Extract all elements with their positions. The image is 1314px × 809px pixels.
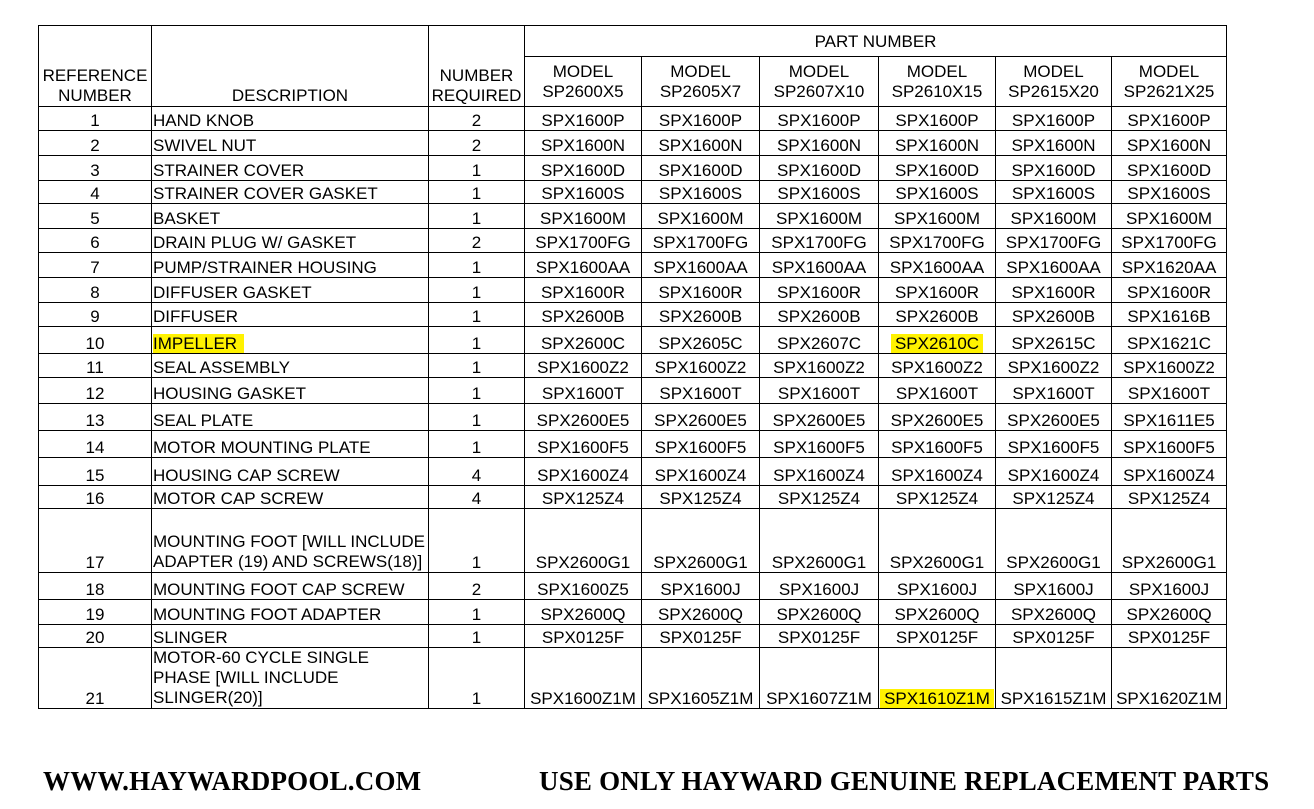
part-number-cell: SPX1600Z4 — [879, 458, 996, 486]
reference-number-cell: 6 — [39, 229, 152, 253]
part-number-cell: SPX2600G1 — [879, 509, 996, 573]
part-number-cell: SPX125Z4 — [525, 486, 642, 509]
part-number-cell: SPX1600M — [1112, 204, 1227, 229]
table-row — [39, 131, 1227, 156]
part-number-cell: SPX1600F5 — [1112, 431, 1227, 458]
part-number-cell: SPX1700FG — [760, 229, 879, 253]
part-number-cell: SPX2600B — [996, 303, 1112, 327]
description-cell: PUMP/STRAINER HOUSING — [152, 253, 429, 278]
part-number-cell: SPX1600M — [760, 204, 879, 229]
model-number: SP2605X7 — [659, 81, 742, 101]
reference-number-cell: 20 — [39, 625, 152, 648]
reference-number-cell: 9 — [39, 303, 152, 327]
part-number-cell: SPX1600Z4 — [760, 458, 879, 486]
number-required-cell: 4 — [429, 458, 525, 486]
number-required-cell: 1 — [429, 648, 525, 709]
table-row — [39, 648, 1227, 709]
table-row — [39, 625, 1227, 648]
part-number-cell: SPX125Z4 — [760, 486, 879, 509]
number-required-cell: 1 — [429, 327, 525, 354]
description-cell: SLINGER — [152, 625, 429, 648]
model-label: MODEL — [906, 61, 968, 81]
part-number-cell: SPX1600Z4 — [525, 458, 642, 486]
description-cell: SEAL PLATE — [152, 404, 429, 431]
table-row — [39, 404, 1227, 431]
part-number-cell: SPX1600N — [879, 131, 996, 156]
description-cell: HAND KNOB — [152, 107, 429, 131]
reference-number-cell: 2 — [39, 131, 152, 156]
part-number-cell: SPX1600S — [525, 181, 642, 204]
part-number-cell: SPX2600G1 — [760, 509, 879, 573]
reference-number-cell: 17 — [39, 509, 152, 573]
parts-table-body — [39, 26, 1227, 709]
reference-number-cell: 5 — [39, 204, 152, 229]
number-required-cell: 1 — [429, 404, 525, 431]
part-number-cell: SPX1600N — [1112, 131, 1227, 156]
table-row — [39, 600, 1227, 625]
part-number-cell: SPX1600T — [642, 378, 760, 404]
part-number-cell: SPX2600E5 — [760, 404, 879, 431]
part-number-cell: SPX2600Q — [760, 600, 879, 625]
reference-number-cell: 21 — [39, 648, 152, 709]
part-number-cell: SPX0125F — [525, 625, 642, 648]
model-number: SP2607X10 — [773, 81, 865, 101]
part-number-cell: SPX1600D — [642, 156, 760, 181]
part-number-cell: SPX1600P — [760, 107, 879, 131]
part-number-cell: SPX1600P — [642, 107, 760, 131]
table-row — [39, 181, 1227, 204]
part-number-cell: SPX1600Z2 — [760, 354, 879, 378]
part-number-cell: SPX1600T — [996, 378, 1112, 404]
part-number-cell: SPX1600R — [1112, 278, 1227, 303]
part-number-cell: SPX2600C — [525, 327, 642, 354]
number-required-cell: 4 — [429, 486, 525, 509]
part-number-cell: SPX1615Z1M — [996, 648, 1112, 709]
part-number-cell: SPX2600G1 — [525, 509, 642, 573]
part-number-cell: SPX1621C — [1112, 327, 1227, 354]
model-number: SP2615X20 — [1008, 81, 1099, 101]
reference-number-cell: 4 — [39, 181, 152, 204]
description-cell: MOUNTING FOOT [WILL INCLUDE ADAPTER (19) AND SCREWS(18)] — [152, 509, 429, 573]
part-number-cell: SPX1600D — [525, 156, 642, 181]
reference-number-cell: 13 — [39, 404, 152, 431]
part-number-cell: SPX125Z4 — [1112, 486, 1227, 509]
part-number-cell: SPX1600Z4 — [642, 458, 760, 486]
description-cell: STRAINER COVER GASKET — [152, 181, 429, 204]
part-number-cell: SPX2600G1 — [1112, 509, 1227, 573]
part-number-cell: SPX2600Q — [525, 600, 642, 625]
part-number-cell: SPX1600J — [760, 573, 879, 600]
number-required-cell: 1 — [429, 600, 525, 625]
part-number-cell: SPX1620AA — [1112, 253, 1227, 278]
part-number-cell: SPX1607Z1M — [760, 648, 879, 709]
table-row — [39, 431, 1227, 458]
part-number-cell: SPX1600F5 — [642, 431, 760, 458]
part-number-cell: SPX1600R — [760, 278, 879, 303]
number-required-cell: 1 — [429, 253, 525, 278]
part-number-cell: SPX1700FG — [525, 229, 642, 253]
part-number-cell: SPX1600D — [760, 156, 879, 181]
number-required-cell: 1 — [429, 156, 525, 181]
reference-number-cell: 10 — [39, 327, 152, 354]
part-number-cell: SPX1600R — [642, 278, 760, 303]
description-header — [152, 26, 429, 107]
description-cell: DRAIN PLUG W/ GASKET — [152, 229, 429, 253]
part-number-cell: SPX1600N — [642, 131, 760, 156]
number-required-cell: 1 — [429, 278, 525, 303]
part-number-cell: SPX1620Z1M — [1112, 648, 1227, 709]
reference-number-cell: 1 — [39, 107, 152, 131]
highlighted-part-number: SPX1610Z1M — [880, 689, 994, 708]
model-header-2 — [642, 57, 760, 107]
part-number-cell: SPX1600D — [1112, 156, 1227, 181]
part-number-cell: SPX1600M — [525, 204, 642, 229]
model-number: SP2600X5 — [542, 81, 624, 101]
part-number-cell: SPX2600E5 — [996, 404, 1112, 431]
part-number-cell: SPX2615C — [996, 327, 1112, 354]
part-number-cell: SPX1600AA — [879, 253, 996, 278]
part-number-cell: SPX1600F5 — [996, 431, 1112, 458]
description-cell: BASKET — [152, 204, 429, 229]
part-number-cell: SPX1605Z1M — [642, 648, 760, 709]
part-number-cell: SPX1600N — [760, 131, 879, 156]
part-number-cell: SPX1600P — [525, 107, 642, 131]
parts-list-table — [38, 25, 1227, 709]
number-required-cell: 2 — [429, 229, 525, 253]
part-number-cell: SPX1600J — [879, 573, 996, 600]
model-label: MODEL — [788, 61, 850, 81]
part-number-cell: SPX2600E5 — [879, 404, 996, 431]
part-number-cell: SPX1600T — [525, 378, 642, 404]
reference-number-cell: 18 — [39, 573, 152, 600]
description-cell: MOTOR CAP SCREW — [152, 486, 429, 509]
reference-number-cell: 8 — [39, 278, 152, 303]
table-row — [39, 486, 1227, 509]
part-number-cell: SPX1600Z2 — [525, 354, 642, 378]
table-row — [39, 573, 1227, 600]
part-number-cell: SPX1600Z4 — [996, 458, 1112, 486]
description-cell: MOTOR-60 CYCLE SINGLE PHASE [WILL INCLUDE SLINGER(20)] — [152, 648, 429, 709]
part-number-cell — [879, 648, 996, 709]
model-header-6 — [1112, 57, 1227, 107]
part-number-cell: SPX1700FG — [642, 229, 760, 253]
part-number-cell: SPX1600R — [996, 278, 1112, 303]
highlighted-part-number: SPX2610C — [891, 334, 983, 353]
part-number-cell: SPX1600Z4 — [1112, 458, 1227, 486]
part-number-cell: SPX125Z4 — [879, 486, 996, 509]
model-label: MODEL — [1023, 61, 1084, 81]
part-number-cell: SPX125Z4 — [996, 486, 1112, 509]
part-number-cell: SPX1600F5 — [760, 431, 879, 458]
part-number-cell: SPX0125F — [996, 625, 1112, 648]
part-number-cell: SPX1600Z2 — [879, 354, 996, 378]
description-cell: MOTOR MOUNTING PLATE — [152, 431, 429, 458]
part-number-cell: SPX1600S — [642, 181, 760, 204]
part-number-cell: SPX2607C — [760, 327, 879, 354]
number-required-cell: 1 — [429, 378, 525, 404]
number-required-cell: 1 — [429, 509, 525, 573]
description-cell: HOUSING GASKET — [152, 378, 429, 404]
part-number-cell: SPX1600Z2 — [642, 354, 760, 378]
model-header-1 — [525, 57, 642, 107]
highlighted-description: IMPELLER — [153, 334, 244, 353]
part-number-cell: SPX2600B — [525, 303, 642, 327]
part-number-cell: SPX1600T — [879, 378, 996, 404]
part-number-cell: SPX1600M — [642, 204, 760, 229]
part-number-cell: SPX1600D — [996, 156, 1112, 181]
part-number-cell: SPX0125F — [642, 625, 760, 648]
reference-header-line1: REFERENCE — [42, 66, 148, 85]
table-row — [39, 278, 1227, 303]
part-number-cell: SPX1600S — [996, 181, 1112, 204]
table-row — [39, 303, 1227, 327]
part-number-cell: SPX2600G1 — [642, 509, 760, 573]
part-number-cell: SPX1600AA — [642, 253, 760, 278]
part-number-cell: SPX1600AA — [760, 253, 879, 278]
part-number-cell: SPX1600N — [996, 131, 1112, 156]
reference-number-cell: 7 — [39, 253, 152, 278]
reference-number-cell: 16 — [39, 486, 152, 509]
table-row — [39, 458, 1227, 486]
part-number-cell: SPX1600AA — [525, 253, 642, 278]
number-required-cell: 2 — [429, 573, 525, 600]
part-number-cell: SPX1600M — [996, 204, 1112, 229]
table-row — [39, 229, 1227, 253]
part-number-cell: SPX2600G1 — [996, 509, 1112, 573]
part-number-cell: SPX1600T — [760, 378, 879, 404]
model-number: SP2610X15 — [891, 81, 983, 101]
description-cell: DIFFUSER GASKET — [152, 278, 429, 303]
part-number-cell: SPX2600B — [760, 303, 879, 327]
part-number-cell: SPX2600Q — [879, 600, 996, 625]
part-number-cell: SPX1600Z2 — [996, 354, 1112, 378]
number-required-cell: 1 — [429, 181, 525, 204]
part-number-cell: SPX2600B — [642, 303, 760, 327]
model-header-3 — [760, 57, 879, 107]
part-number-cell: SPX0125F — [760, 625, 879, 648]
part-number-cell: SPX1600R — [525, 278, 642, 303]
reference-number-header — [39, 26, 152, 107]
number-required-cell: 1 — [429, 625, 525, 648]
part-number-cell: SPX1611E5 — [1112, 404, 1227, 431]
part-number-cell: SPX1600T — [1112, 378, 1227, 404]
model-label: MODEL — [1138, 61, 1200, 81]
part-number-cell: SPX1700FG — [879, 229, 996, 253]
description-cell: HOUSING CAP SCREW — [152, 458, 429, 486]
part-number-cell: SPX1600AA — [996, 253, 1112, 278]
part-number-cell: SPX1600M — [879, 204, 996, 229]
number-required-cell: 1 — [429, 431, 525, 458]
table-row — [39, 354, 1227, 378]
part-number-cell: SPX1600S — [760, 181, 879, 204]
part-number-cell: SPX1600N — [525, 131, 642, 156]
table-row — [39, 509, 1227, 573]
part-number-cell: SPX1600J — [996, 573, 1112, 600]
number-required-line2: REQUIRED — [431, 86, 522, 105]
table-row — [39, 253, 1227, 278]
part-number-cell: SPX1600Z1M — [525, 648, 642, 709]
description-cell: MOUNTING FOOT ADAPTER — [152, 600, 429, 625]
part-number-cell: SPX1700FG — [1112, 229, 1227, 253]
part-number-cell — [879, 327, 996, 354]
reference-number-cell: 19 — [39, 600, 152, 625]
number-required-header — [429, 26, 525, 107]
part-number-cell: SPX0125F — [1112, 625, 1227, 648]
header-row-top — [39, 26, 1227, 57]
table-row — [39, 378, 1227, 404]
number-required-cell: 2 — [429, 107, 525, 131]
number-required-line1: NUMBER — [439, 66, 514, 85]
part-number-cell: SPX1616B — [1112, 303, 1227, 327]
reference-number-cell: 3 — [39, 156, 152, 181]
number-required-cell: 2 — [429, 131, 525, 156]
description-cell: DIFFUSER — [152, 303, 429, 327]
part-number-cell: SPX1600J — [1112, 573, 1227, 600]
reference-number-cell: 12 — [39, 378, 152, 404]
description-cell: MOUNTING FOOT CAP SCREW — [152, 573, 429, 600]
website-footer: WWW.HAYWARDPOOL.COM — [43, 766, 422, 796]
part-number-cell: SPX2600B — [879, 303, 996, 327]
part-number-cell: SPX1600Z2 — [1112, 354, 1227, 378]
part-number-cell: SPX1600S — [879, 181, 996, 204]
number-required-cell: 1 — [429, 303, 525, 327]
part-number-cell: SPX1600R — [879, 278, 996, 303]
number-required-cell: 1 — [429, 204, 525, 229]
part-number-cell: SPX1600Z5 — [525, 573, 642, 600]
part-number-cell: SPX1600F5 — [525, 431, 642, 458]
reference-header-line2: NUMBER — [58, 86, 132, 105]
part-number-header: PART NUMBER — [525, 26, 1227, 57]
table-row — [39, 204, 1227, 229]
part-number-cell: SPX1600P — [879, 107, 996, 131]
table-row — [39, 156, 1227, 181]
description-cell: SWIVEL NUT — [152, 131, 429, 156]
part-number-cell: SPX125Z4 — [642, 486, 760, 509]
model-header-5 — [996, 57, 1112, 107]
part-number-cell: SPX0125F — [879, 625, 996, 648]
description-cell — [152, 327, 429, 354]
part-number-cell: SPX2600Q — [996, 600, 1112, 625]
part-number-cell: SPX2600Q — [642, 600, 760, 625]
part-number-cell: SPX1600D — [879, 156, 996, 181]
part-number-cell: SPX2605C — [642, 327, 760, 354]
description-cell: SEAL ASSEMBLY — [152, 354, 429, 378]
model-number: SP2621X25 — [1123, 81, 1215, 101]
description-cell: STRAINER COVER — [152, 156, 429, 181]
part-number-cell: SPX1700FG — [996, 229, 1112, 253]
part-number-cell: SPX1600F5 — [879, 431, 996, 458]
part-number-cell: SPX1600P — [1112, 107, 1227, 131]
genuine-parts-notice: USE ONLY HAYWARD GENUINE REPLACEMENT PARTS — [539, 766, 1270, 796]
number-required-cell: 1 — [429, 354, 525, 378]
model-label: MODEL — [552, 61, 614, 81]
table-row — [39, 107, 1227, 131]
model-label: MODEL — [670, 61, 731, 81]
part-number-cell: SPX2600E5 — [525, 404, 642, 431]
model-header-4 — [879, 57, 996, 107]
part-number-cell: SPX2600Q — [1112, 600, 1227, 625]
part-number-cell: SPX2600E5 — [642, 404, 760, 431]
description-header-text: DESCRIPTION — [231, 86, 349, 105]
part-number-cell: SPX1600P — [996, 107, 1112, 131]
part-number-cell: SPX1600J — [642, 573, 760, 600]
reference-number-cell: 15 — [39, 458, 152, 486]
part-number-cell: SPX1600S — [1112, 181, 1227, 204]
reference-number-cell: 14 — [39, 431, 152, 458]
table-row — [39, 327, 1227, 354]
reference-number-cell: 11 — [39, 354, 152, 378]
